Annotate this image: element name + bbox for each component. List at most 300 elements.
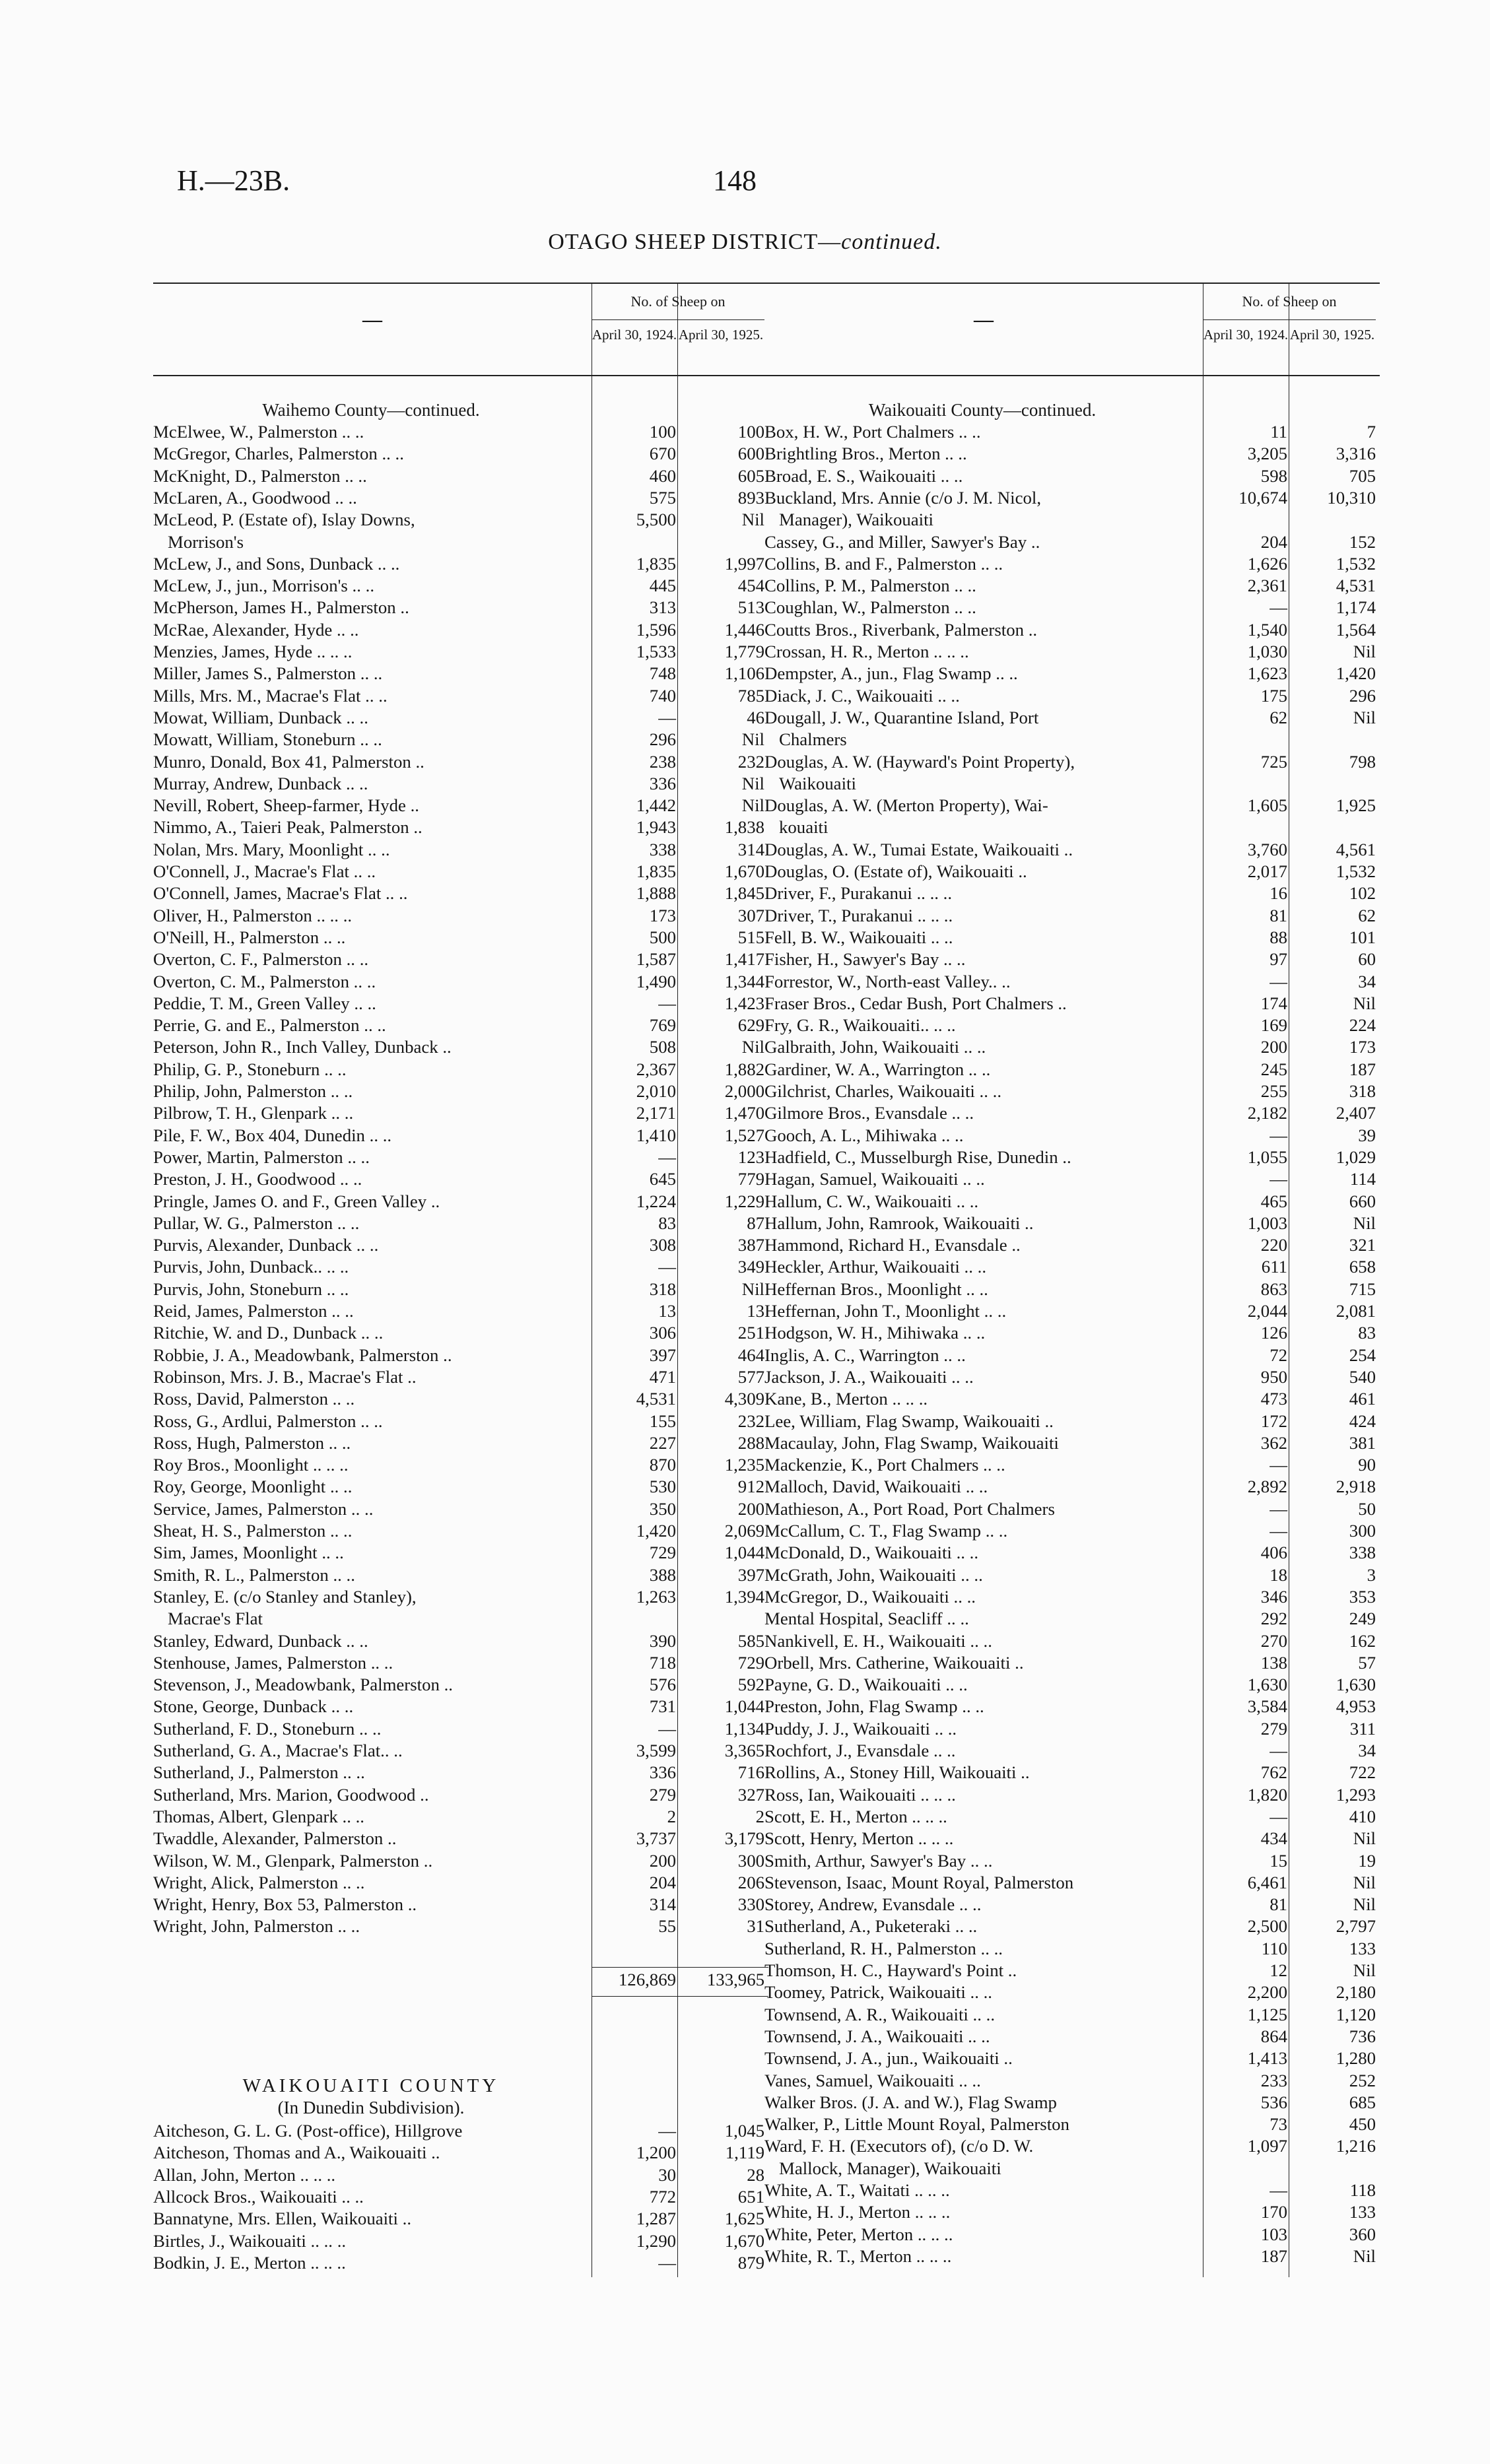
- table-row: [153, 1322, 768, 1344]
- table-row: [764, 1411, 1380, 1432]
- sheep-1925: 114: [1349, 1169, 1376, 1189]
- sheep-1924: 13: [658, 1301, 676, 1321]
- sheep-1925: 1,119: [725, 2143, 764, 2163]
- sheep-1924: 598: [1260, 465, 1287, 486]
- holder-name: Dempster, A., jun., Flag Swamp .. ..: [764, 663, 1018, 684]
- table-row: [764, 1938, 1380, 1960]
- sheep-1925: 349: [737, 1257, 764, 1277]
- holder-name: Mackenzie, K., Port Chalmers .. ..: [764, 1455, 1005, 1475]
- table-row: [764, 1696, 1380, 1717]
- sheep-1924: 388: [649, 1564, 676, 1585]
- sheep-1924: 863: [1260, 1279, 1287, 1299]
- sheep-1924: 1,055: [1247, 1147, 1287, 1167]
- sheep-1924: 390: [649, 1630, 676, 1651]
- sheep-1925: 102: [1349, 883, 1376, 904]
- table-row: [153, 465, 768, 487]
- sheep-1925: 397: [737, 1564, 764, 1585]
- table-row: [153, 597, 768, 618]
- sheep-1924: 200: [1260, 1037, 1287, 1057]
- sheep-1924: 169: [1260, 1015, 1287, 1036]
- group-header-rule: [592, 319, 764, 320]
- table-row: [153, 905, 768, 927]
- holder-name: Purvis, John, Stoneburn .. ..: [153, 1279, 349, 1299]
- sheep-1925: 3: [1367, 1564, 1376, 1585]
- holder-name: Heffernan Bros., Moonlight .. ..: [764, 1279, 988, 1299]
- holder-name: Smith, R. L., Palmerston .. ..: [153, 1564, 355, 1585]
- holder-name: Sutherland, R. H., Palmerston .. ..: [764, 1938, 1003, 1958]
- sheep-1924: 1,410: [636, 1125, 676, 1145]
- sheep-1925: 1,630: [1336, 1675, 1376, 1695]
- table-row: [153, 1586, 768, 1608]
- sheep-1925: 424: [1349, 1411, 1376, 1431]
- table-row: [764, 2092, 1380, 2114]
- sheep-1925: Nil: [741, 510, 764, 530]
- holder-name: Galbraith, John, Waikouaiti .. ..: [764, 1037, 986, 1057]
- sheep-1925: 798: [1349, 751, 1376, 772]
- sheep-1924: 1,630: [1247, 1675, 1287, 1695]
- table-row: [764, 949, 1380, 970]
- holder-name: Douglas, A. W. (Merton Property), Wai-: [764, 795, 1048, 816]
- holder-name: Payne, G. D., Waikouaiti .. ..: [764, 1675, 968, 1695]
- sheep-1925: 1,394: [724, 1586, 764, 1607]
- sheep-1924: 762: [1260, 1762, 1287, 1783]
- holder-name: McGrath, John, Waikouaiti .. ..: [764, 1564, 983, 1585]
- sheep-1924: 292: [1260, 1609, 1287, 1629]
- sheep-1924: 5,500: [636, 510, 676, 530]
- holder-name: Nimmo, A., Taieri Peak, Palmerston ..: [153, 817, 423, 838]
- table-row: [764, 1498, 1380, 1520]
- table-row: [153, 993, 768, 1015]
- sheep-1924: 255: [1260, 1081, 1287, 1101]
- holder-name: O'Connell, J., Macrae's Flat .. ..: [153, 861, 376, 881]
- sheep-1924: —: [658, 2121, 676, 2141]
- table-row: [153, 729, 768, 750]
- sheep-1925: 1,029: [1336, 1147, 1376, 1167]
- sheep-1924: 1,596: [636, 619, 676, 640]
- sheep-1925: 1,670: [724, 2230, 764, 2251]
- holder-name: Thomson, H. C., Hayward's Point ..: [764, 1960, 1017, 1980]
- holder-name: Douglas, A. W., Tumai Estate, Waikouaiti ..: [764, 839, 1073, 859]
- holder-name: Overton, C. M., Palmerston .. ..: [153, 971, 376, 991]
- holder-name: Inglis, A. C., Warrington .. ..: [764, 1345, 966, 1365]
- table-row: [764, 816, 1380, 838]
- sheep-1924: 1,490: [636, 971, 676, 991]
- sheep-1925: 1,134: [724, 1718, 764, 1739]
- table-row: [153, 575, 768, 597]
- sheep-1924: 434: [1260, 1828, 1287, 1849]
- holder-name: Forrestor, W., North-east Valley.. ..: [764, 971, 1011, 991]
- holder-name: Hallum, C. W., Waikouaiti .. ..: [764, 1191, 979, 1211]
- table-row: [764, 1454, 1380, 1476]
- section-heading: Waihemo County—continued.: [262, 400, 480, 420]
- sheep-1925: 232: [737, 1411, 764, 1431]
- table-row: [153, 1850, 768, 1872]
- holder-name: Pringle, James O. and F., Green Valley ..: [153, 1191, 440, 1211]
- sheep-1924: 318: [649, 1279, 676, 1299]
- sheep-1924: 397: [649, 1345, 676, 1365]
- table-row: [764, 1542, 1380, 1564]
- table-top-rule: [153, 283, 768, 284]
- sheep-1924: 11: [1270, 422, 1287, 442]
- holder-name: Box, H. W., Port Chalmers .. ..: [764, 422, 981, 442]
- holder-name: White, H. J., Merton .. .. ..: [764, 2202, 951, 2222]
- sheep-1924: 12: [1270, 1960, 1287, 1980]
- table-row: [764, 1674, 1380, 1696]
- sheep-1925: Nil: [1353, 1960, 1376, 1980]
- table-row: [764, 663, 1380, 684]
- holder-name: Smith, Arthur, Sawyer's Bay .. ..: [764, 1850, 993, 1871]
- sheep-1924: 740: [649, 685, 676, 706]
- holder-name: Menzies, James, Hyde .. .. ..: [153, 642, 353, 661]
- table-row: [764, 773, 1380, 795]
- holder-name: Hadfield, C., Musselburgh Rise, Dunedin ..: [764, 1147, 1071, 1167]
- sheep-1925: 249: [1349, 1609, 1376, 1629]
- table-row: [153, 751, 768, 773]
- sheep-1925: 1,470: [724, 1103, 764, 1123]
- sheep-1925: 60: [1358, 949, 1376, 970]
- sheep-1924: 73: [1270, 2114, 1287, 2135]
- holder-name: Ross, Ian, Waikouaiti .. .. ..: [764, 1784, 956, 1805]
- sheep-1925: 4,309: [724, 1389, 764, 1409]
- table-row: [153, 1168, 768, 1190]
- sheep-1925: 100: [737, 422, 764, 442]
- table-row: [153, 641, 768, 663]
- table-row: [153, 443, 768, 465]
- page-code: H.—23B.: [177, 164, 290, 197]
- holder-name: Bannatyne, Mrs. Ellen, Waikouaiti ..: [153, 2209, 412, 2229]
- table-row: [764, 729, 1380, 750]
- holder-name: Mowat, William, Dunback .. ..: [153, 707, 368, 727]
- sheep-1924: 864: [1260, 2026, 1287, 2046]
- sheep-1924: 72: [1270, 1345, 1287, 1365]
- holder-name: kouaiti: [779, 817, 829, 838]
- holder-name: Walker, P., Little Mount Royal, Palmerston: [764, 2114, 1069, 2135]
- holder-name: Fell, B. W., Waikouaiti .. ..: [764, 927, 953, 947]
- sheep-1925: 729: [737, 1652, 764, 1673]
- sheep-1924: 2,361: [1247, 576, 1287, 596]
- table-row: [153, 1366, 768, 1388]
- total-rule-top: [592, 1967, 768, 1968]
- sheep-1924: —: [658, 707, 676, 727]
- table-row: [153, 1674, 768, 1696]
- holder-name: Stenhouse, James, Palmerston .. ..: [153, 1652, 393, 1673]
- sheep-1924: 233: [1260, 2070, 1287, 2090]
- table-row: [764, 861, 1380, 882]
- holder-name: Ross, David, Palmerston .. ..: [153, 1389, 355, 1409]
- table-row: [153, 1411, 768, 1432]
- sheep-1924: 18: [1270, 1564, 1287, 1585]
- holder-name: Mallock, Manager), Waikouaiti: [779, 2158, 1001, 2178]
- table-row: [153, 1191, 768, 1213]
- table-row: [764, 1894, 1380, 1915]
- table-row: [153, 2186, 768, 2208]
- holder-name: Nevill, Robert, Sheep-farmer, Hyde ..: [153, 795, 419, 816]
- holder-name: Crossan, H. R., Merton .. .. ..: [764, 642, 969, 661]
- sheep-1925: 381: [1349, 1432, 1376, 1453]
- sheep-1924: 97: [1270, 949, 1287, 970]
- sheep-1924: 15: [1270, 1850, 1287, 1871]
- table-row: [153, 1608, 768, 1630]
- sheep-1924: 350: [649, 1498, 676, 1519]
- sheep-1925: 34: [1358, 1741, 1376, 1760]
- sheep-1925: 57: [1358, 1652, 1376, 1673]
- sheep-1924: 126: [1260, 1323, 1287, 1343]
- table-row: [153, 663, 768, 684]
- sheep-1924: 187: [1260, 2246, 1287, 2266]
- sheep-1925: 660: [1349, 1191, 1376, 1211]
- sheep-1924: —: [1270, 597, 1287, 618]
- table-row: [153, 773, 768, 795]
- sheep-1924: 1,835: [636, 861, 676, 881]
- holder-name: Broad, E. S., Waikouaiti .. ..: [764, 465, 963, 486]
- sheep-1925: 318: [1349, 1081, 1376, 1101]
- holder-name: Coutts Bros., Riverbank, Palmerston ..: [764, 619, 1038, 640]
- sheep-1925: 300: [1349, 1521, 1376, 1541]
- sheep-1925: 4,953: [1336, 1696, 1376, 1717]
- table-row: [153, 2208, 768, 2230]
- holder-name: Roy, George, Moonlight .. ..: [153, 1477, 353, 1497]
- sheep-1925: Nil: [741, 729, 764, 750]
- holder-name: Ross, Hugh, Palmerston .. ..: [153, 1432, 351, 1453]
- table-row: [764, 1784, 1380, 1806]
- sheep-1925: 90: [1358, 1455, 1376, 1475]
- holder-name: Robinson, Mrs. J. B., Macrae's Flat ..: [153, 1366, 417, 1387]
- table-row: [153, 1542, 768, 1564]
- sheep-1924: 270: [1260, 1630, 1287, 1651]
- holder-name: Wilson, W. M., Glenpark, Palmerston ..: [153, 1850, 433, 1871]
- sheep-1925: 31: [747, 1916, 764, 1937]
- sheep-1924: 465: [1260, 1191, 1287, 1211]
- sheep-1925: 360: [1349, 2224, 1376, 2244]
- holder-name: Brightling Bros., Merton .. ..: [764, 444, 967, 464]
- table-row: [153, 1345, 768, 1366]
- sheep-1924: 2: [667, 1806, 676, 1826]
- sheep-1925: 1,845: [724, 883, 764, 904]
- table-row: [764, 575, 1380, 597]
- table-row: [153, 1102, 768, 1124]
- holder-name: Sutherland, Mrs. Marion, Goodwood ..: [153, 1784, 429, 1805]
- sheep-1924: 500: [649, 927, 676, 947]
- sheep-1925: 2: [755, 1806, 764, 1826]
- table-row: [764, 1102, 1380, 1124]
- table-row: [153, 1432, 768, 1454]
- table-row: [764, 1168, 1380, 1190]
- table-row: [764, 1125, 1380, 1147]
- table-row: [764, 2070, 1380, 2092]
- sheep-1925: 353: [1349, 1586, 1376, 1607]
- sheep-1924: 245: [1260, 1059, 1287, 1079]
- sheep-1924: 338: [649, 839, 676, 859]
- holder-name: Stanley, Edward, Dunback .. ..: [153, 1630, 368, 1651]
- table-row: [764, 1806, 1380, 1828]
- holder-name: Fisher, H., Sawyer's Bay .. ..: [764, 949, 966, 970]
- sheep-1924: 670: [649, 444, 676, 464]
- table-row: [764, 1345, 1380, 1366]
- sheep-1925: 1,174: [1336, 597, 1376, 618]
- sheep-1925: 1,120: [1336, 2004, 1376, 2024]
- sheep-1924: 2,892: [1247, 1477, 1287, 1497]
- table-row: [764, 1960, 1380, 1981]
- table-row: [764, 421, 1380, 443]
- sheep-1924: 346: [1260, 1586, 1287, 1607]
- sheep-1924: 172: [1260, 1411, 1287, 1431]
- sheep-1924: 772: [649, 2186, 676, 2207]
- sheep-1925: 1,417: [724, 949, 764, 970]
- holder-name: Power, Martin, Palmerston .. ..: [153, 1147, 370, 1167]
- table-row: [153, 1454, 768, 1476]
- sheep-1924: 2,010: [636, 1081, 676, 1101]
- sheep-1925: 83: [1358, 1323, 1376, 1343]
- holder-name: Stevenson, Isaac, Mount Royal, Palmerston: [764, 1872, 1074, 1892]
- holder-name: Stone, George, Dunback .. ..: [153, 1696, 354, 1717]
- holder-name: Oliver, H., Palmerston .. .. ..: [153, 905, 353, 925]
- holder-name: Buckland, Mrs. Annie (c/o J. M. Nicol,: [764, 487, 1042, 508]
- holder-name: Overton, C. F., Palmerston .. ..: [153, 949, 369, 970]
- sheep-1924: 1,533: [636, 642, 676, 661]
- section-heading: Waikouaiti County—continued.: [868, 400, 1097, 420]
- sheep-1925: Nil: [1353, 1213, 1376, 1233]
- sheep-1925: Nil: [741, 1279, 764, 1299]
- sheep-1925: 912: [737, 1477, 764, 1497]
- sheep-1924: 769: [649, 1015, 676, 1036]
- holder-name: Reid, James, Palmerston .. ..: [153, 1301, 354, 1321]
- sheep-1925: Nil: [1353, 2246, 1376, 2266]
- sheep-1925: 779: [737, 1169, 764, 1189]
- sheep-1924: 731: [649, 1696, 676, 1717]
- holder-name: Wright, Henry, Box 53, Palmerston ..: [153, 1894, 417, 1915]
- holder-name: Townsend, A. R., Waikouaiti .. ..: [764, 2004, 996, 2024]
- sheep-1925: 410: [1349, 1806, 1376, 1826]
- sheep-group-header: No. of Sheep on: [1242, 293, 1337, 310]
- sheep-1924: 508: [649, 1037, 676, 1057]
- table-row: [764, 1828, 1380, 1849]
- holder-name: Chalmers: [779, 729, 847, 750]
- sheep-1925: 1,235: [724, 1455, 764, 1475]
- holder-name: Malloch, David, Waikouaiti .. ..: [764, 1477, 988, 1497]
- sheep-1925: 1,280: [1336, 2048, 1376, 2069]
- table-row: [764, 1652, 1380, 1674]
- sheep-1924: 1,626: [1247, 553, 1287, 574]
- holder-name: Gooch, A. L., Mihiwaka .. ..: [764, 1125, 964, 1145]
- sheep-1924: 16: [1270, 883, 1287, 904]
- sheep-1924: 1,200: [636, 2143, 676, 2163]
- sheep-1925: 540: [1349, 1366, 1376, 1387]
- table-row: [764, 927, 1380, 949]
- sheep-1924: 155: [649, 1411, 676, 1431]
- table-row: [764, 443, 1380, 465]
- sheep-1924: 536: [1260, 2092, 1287, 2112]
- sheep-1925: 736: [1349, 2026, 1376, 2046]
- table-row: [764, 1147, 1380, 1168]
- sheep-1924: 362: [1260, 1432, 1287, 1453]
- sheep-1925: 2,000: [724, 1081, 764, 1101]
- holder-name: Pile, F. W., Box 404, Dunedin .. ..: [153, 1125, 392, 1145]
- sheep-1925: 2,407: [1336, 1103, 1376, 1123]
- sheep-1925: 330: [737, 1894, 764, 1915]
- table-row: [153, 1498, 768, 1520]
- table-row: [764, 2158, 1380, 2180]
- sheep-1925: Nil: [741, 795, 764, 816]
- holder-name: Rochfort, J., Evansdale .. ..: [764, 1741, 956, 1760]
- sheep-1924: 81: [1270, 1894, 1287, 1915]
- holder-name: Preston, John, Flag Swamp .. ..: [764, 1696, 984, 1717]
- table-row: [153, 1915, 768, 1937]
- column-header-1924: April 30, 1924.: [1203, 327, 1289, 343]
- sheep-1924: 313: [649, 597, 676, 618]
- sheep-1924: 1,287: [636, 2209, 676, 2229]
- holder-name: Cassey, G., and Miller, Sawyer's Bay ..: [764, 531, 1040, 552]
- sheep-1925: 4,531: [1336, 576, 1376, 596]
- table-row: [764, 1256, 1380, 1278]
- sheep-1924: 336: [649, 1762, 676, 1783]
- table-row: [153, 2120, 768, 2142]
- sheep-1925: 1,106: [724, 663, 764, 684]
- column-header-1925: April 30, 1925.: [678, 327, 764, 343]
- table-row: [764, 1520, 1380, 1542]
- holder-name: Allcock Bros., Waikouaiti .. ..: [153, 2186, 364, 2207]
- sheep-1925: Nil: [1353, 642, 1376, 661]
- sheep-1924: 1,540: [1247, 619, 1287, 640]
- table-row: [764, 641, 1380, 663]
- sheep-1925: Nil: [741, 773, 764, 793]
- table-row: [764, 1718, 1380, 1740]
- table-row: [764, 2004, 1380, 2026]
- sheep-1925: 123: [737, 1147, 764, 1167]
- table-row: [153, 971, 768, 993]
- sheep-1925: 513: [737, 597, 764, 618]
- table-row: [153, 1630, 768, 1652]
- holder-name: McKnight, D., Palmerston .. ..: [153, 465, 367, 486]
- sheep-1924: 2,171: [636, 1103, 676, 1123]
- table-row: [764, 2114, 1380, 2135]
- sheep-1925: 162: [1349, 1630, 1376, 1651]
- holder-name: McElwee, W., Palmerston .. ..: [153, 422, 364, 442]
- sheep-1924: 473: [1260, 1389, 1287, 1409]
- sheep-1925: 629: [737, 1015, 764, 1036]
- sheep-1924: 1,003: [1247, 1213, 1287, 1233]
- sheep-1924: 173: [649, 905, 676, 925]
- table-row: [764, 1279, 1380, 1300]
- table-row: [764, 1872, 1380, 1894]
- sheep-1924: —: [1270, 971, 1287, 991]
- sheep-1924: 950: [1260, 1366, 1287, 1387]
- sheep-1924: 1,224: [636, 1191, 676, 1211]
- total-rule-bottom: [592, 1996, 768, 1997]
- sheep-1924: 238: [649, 751, 676, 772]
- sheep-1925: 585: [737, 1630, 764, 1651]
- table-row: [153, 553, 768, 575]
- table-row: [764, 1300, 1380, 1322]
- sheep-1924: 1,888: [636, 883, 676, 904]
- sheep-1925: 1,344: [724, 971, 764, 991]
- holder-name: Heckler, Arthur, Waikouaiti .. ..: [764, 1257, 987, 1277]
- sheep-1924: 575: [649, 487, 676, 508]
- sheep-1925: 288: [737, 1432, 764, 1453]
- sheep-1924: 279: [1260, 1718, 1287, 1739]
- sheep-1925: Nil: [1353, 993, 1376, 1013]
- sheep-1924: 1,623: [1247, 663, 1287, 684]
- holder-name: Twaddle, Alexander, Palmerston ..: [153, 1828, 397, 1849]
- sheep-1925: 314: [737, 839, 764, 859]
- holder-name: Collins, P. M., Palmerston .. ..: [764, 576, 976, 596]
- sheep-1925: 34: [1358, 971, 1376, 991]
- sheep-1925: Nil: [1353, 707, 1376, 727]
- holder-name: Robbie, J. A., Meadowbank, Palmerston ..: [153, 1345, 452, 1365]
- holder-name: Gilmore Bros., Evansdale .. ..: [764, 1103, 974, 1123]
- holder-name: Douglas, A. W. (Hayward's Point Property),: [764, 751, 1075, 772]
- table-row: [764, 971, 1380, 993]
- table-row: [764, 1191, 1380, 1213]
